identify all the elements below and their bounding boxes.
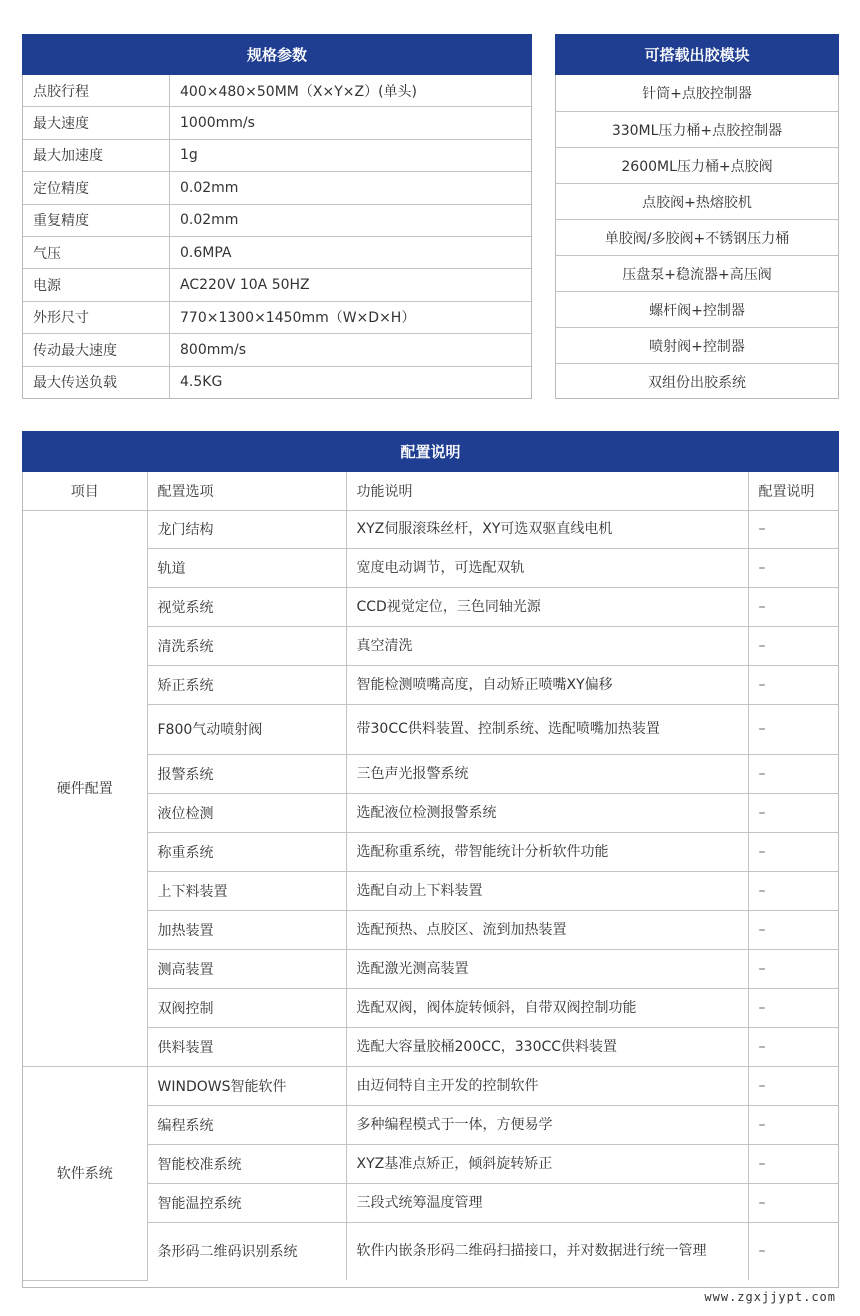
config-note: – bbox=[748, 871, 838, 910]
config-option: 智能校准系统 bbox=[147, 1144, 346, 1183]
spec-key: 重复精度 bbox=[23, 204, 170, 236]
module-item: 单胶阀/多胶阀+不锈钢压力桶 bbox=[556, 219, 838, 255]
spec-row bbox=[23, 107, 531, 139]
spec-row bbox=[23, 366, 531, 398]
watermark: www.zgxjjypt.com bbox=[704, 1290, 836, 1304]
config-header-row bbox=[23, 472, 838, 510]
config-note: – bbox=[748, 548, 838, 587]
config-function: 三段式统筹温度管理 bbox=[346, 1183, 748, 1222]
config-option: 龙门结构 bbox=[147, 510, 346, 548]
config-function: 选配液位检测报警系统 bbox=[346, 793, 748, 832]
config-note: – bbox=[748, 626, 838, 665]
spec-row bbox=[23, 236, 531, 268]
config-note: – bbox=[748, 754, 838, 793]
config-note: – bbox=[748, 704, 838, 754]
config-function: 带30CC供料装置、控制系统、选配喷嘴加热装置 bbox=[346, 704, 748, 754]
config-function: 选配称重系统，带智能统计分析软件功能 bbox=[346, 832, 748, 871]
spec-key: 最大传送负载 bbox=[23, 366, 170, 398]
config-function: 智能检测喷嘴高度，自动矫正喷嘴XY偏移 bbox=[346, 665, 748, 704]
config-function: 多种编程模式于一体，方便易学 bbox=[346, 1105, 748, 1144]
spec-row bbox=[23, 139, 531, 171]
config-row bbox=[23, 1066, 838, 1105]
config-row bbox=[23, 510, 838, 548]
config-function: 三色声光报警系统 bbox=[346, 754, 748, 793]
config-function: XYZ伺服滚珠丝杆，XY可选双驱直线电机 bbox=[346, 510, 748, 548]
config-note: – bbox=[748, 910, 838, 949]
spec-row bbox=[23, 334, 531, 366]
spec-value: 1000mm/s bbox=[170, 107, 532, 139]
config-function: 选配预热、点胶区、流到加热装置 bbox=[346, 910, 748, 949]
spec-row bbox=[23, 75, 531, 107]
config-title: 配置说明 bbox=[22, 431, 839, 472]
config-note: – bbox=[748, 988, 838, 1027]
modules-panel bbox=[555, 34, 839, 399]
config-function: 真空清洗 bbox=[346, 626, 748, 665]
spec-value: 4.5KG bbox=[170, 366, 532, 398]
config-option: 报警系统 bbox=[147, 754, 346, 793]
header-item: 项目 bbox=[23, 472, 147, 510]
config-function: 由迈伺特自主开发的控制软件 bbox=[346, 1066, 748, 1105]
spec-value: 0.02mm bbox=[170, 172, 532, 204]
config-option: 视觉系统 bbox=[147, 587, 346, 626]
config-option: 智能温控系统 bbox=[147, 1183, 346, 1222]
config-table bbox=[23, 472, 838, 1281]
spec-panel bbox=[22, 34, 532, 399]
config-category: 软件系统 bbox=[23, 1066, 147, 1280]
config-note: – bbox=[748, 1066, 838, 1105]
header-option: 配置选项 bbox=[147, 472, 346, 510]
config-note: – bbox=[748, 510, 838, 548]
spec-row bbox=[23, 301, 531, 333]
config-note: – bbox=[748, 832, 838, 871]
config-function: 选配双阀，阀体旋转倾斜，自带双阀控制功能 bbox=[346, 988, 748, 1027]
module-item: 双组份出胶系统 bbox=[556, 363, 838, 399]
config-option: 清洗系统 bbox=[147, 626, 346, 665]
spec-value: 770×1300×1450mm（W×D×H） bbox=[170, 301, 532, 333]
config-option: 条形码二维码识别系统 bbox=[147, 1222, 346, 1280]
config-note: – bbox=[748, 665, 838, 704]
spec-table bbox=[23, 75, 531, 398]
config-note: – bbox=[748, 1144, 838, 1183]
config-option: 液位检测 bbox=[147, 793, 346, 832]
module-item: 针筒+点胶控制器 bbox=[642, 86, 752, 102]
spec-key: 电源 bbox=[23, 269, 170, 301]
spec-value: 0.02mm bbox=[170, 204, 532, 236]
config-function: 选配激光测高装置 bbox=[346, 949, 748, 988]
config-function: 宽度电动调节，可选配双轨 bbox=[346, 548, 748, 587]
spec-value: 400×480×50MM（X×Y×Z）(单头) bbox=[170, 75, 532, 107]
module-item: 330ML压力桶+点胶控制器 bbox=[556, 111, 838, 147]
config-panel bbox=[22, 431, 839, 1288]
spec-value: 0.6MPA bbox=[170, 236, 532, 268]
config-option: WINDOWS智能软件 bbox=[147, 1066, 346, 1105]
spec-value: 800mm/s bbox=[170, 334, 532, 366]
module-item: 压盘泵+稳流器+高压阀 bbox=[556, 255, 838, 291]
config-note: – bbox=[748, 949, 838, 988]
config-note: – bbox=[748, 1105, 838, 1144]
modules-title: 可搭载出胶模块 bbox=[555, 34, 839, 75]
module-item: 螺杆阀+控制器 bbox=[556, 291, 838, 327]
config-function: 选配大容量胶桶200CC，330CC供料装置 bbox=[346, 1027, 748, 1066]
config-option: 编程系统 bbox=[147, 1105, 346, 1144]
spec-row bbox=[23, 172, 531, 204]
config-option: 上下料装置 bbox=[147, 871, 346, 910]
module-item: 喷射阀+控制器 bbox=[556, 327, 838, 363]
config-function: 选配自动上下料装置 bbox=[346, 871, 748, 910]
spec-key: 点胶行程 bbox=[23, 75, 170, 107]
config-option: 矫正系统 bbox=[147, 665, 346, 704]
config-note: – bbox=[748, 1027, 838, 1066]
config-option: 双阀控制 bbox=[147, 988, 346, 1027]
config-option: 测高装置 bbox=[147, 949, 346, 988]
config-note: – bbox=[748, 587, 838, 626]
config-note: – bbox=[748, 1183, 838, 1222]
spec-row bbox=[23, 204, 531, 236]
spec-key: 定位精度 bbox=[23, 172, 170, 204]
config-option: 供料装置 bbox=[147, 1027, 346, 1066]
config-note: – bbox=[748, 793, 838, 832]
module-item: 2600ML压力桶+点胶阀 bbox=[556, 147, 838, 183]
config-category: 硬件配置 bbox=[23, 510, 147, 1066]
config-note: – bbox=[748, 1222, 838, 1280]
config-function: CCD视觉定位，三色同轴光源 bbox=[346, 587, 748, 626]
config-option: F800气动喷射阀 bbox=[147, 704, 346, 754]
spec-key: 外形尺寸 bbox=[23, 301, 170, 333]
spec-key: 传动最大速度 bbox=[23, 334, 170, 366]
config-option: 加热装置 bbox=[147, 910, 346, 949]
spec-row bbox=[23, 269, 531, 301]
spec-value: AC220V 10A 50HZ bbox=[170, 269, 532, 301]
spec-value: 1g bbox=[170, 139, 532, 171]
modules-list bbox=[556, 75, 838, 399]
config-option: 轨道 bbox=[147, 548, 346, 587]
config-option: 称重系统 bbox=[147, 832, 346, 871]
config-function: XYZ基准点矫正，倾斜旋转矫正 bbox=[346, 1144, 748, 1183]
header-note: 配置说明 bbox=[748, 472, 838, 510]
config-function: 软件内嵌条形码二维码扫描接口，并对数据进行统一管理 bbox=[346, 1222, 748, 1280]
module-item: 点胶阀+热熔胶机 bbox=[556, 183, 838, 219]
spec-key: 最大加速度 bbox=[23, 139, 170, 171]
spec-title: 规格参数 bbox=[22, 34, 532, 75]
spec-key: 气压 bbox=[23, 236, 170, 268]
spec-key: 最大速度 bbox=[23, 107, 170, 139]
header-function: 功能说明 bbox=[346, 472, 748, 510]
